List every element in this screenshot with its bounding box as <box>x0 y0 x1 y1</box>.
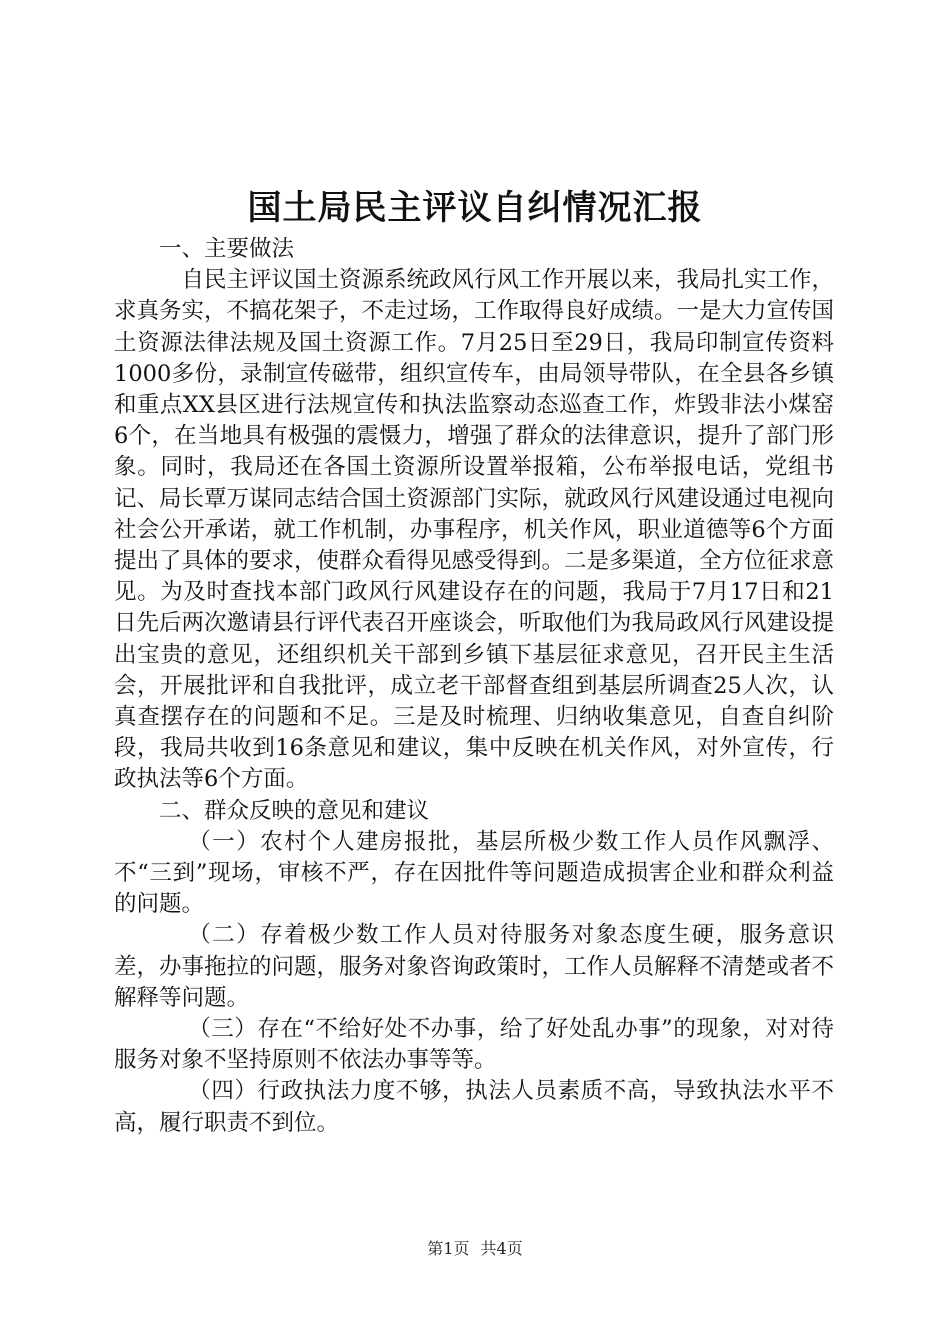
section-heading-public-feedback: 二、群众反映的意见和建议 <box>159 797 430 824</box>
feedback-item-4: （四）行政执法力度不够，执法人员素质不高，导致执法水平不高，履行职责不到位。 <box>114 1078 834 1136</box>
section-paragraph-main-practices: 自民主评议国土资源系统政风行风工作开展以来，我局扎实工作，求真务实，不搞花架子，不走过场，工作取得良好成绩。一是大力宣传国土资源法律法规及国土资源工作。7月25日至29日，我局印制宣传资料1000多份，录制宣传磁带，组织宣传车，由局领导带队，在全县各乡镇和重点XX县区进行法规宣传和执法监察动态巡查工作，炸毁非法小煤窑6个，在当地具有极强的震慑力，增强了群众的法律意识，提升了部门形象。同时，我局还在各国土资源所设置举报箱，公布举报电话，党组书记、局长覃万谋同志结合国土资源部门实际，就政风行风建设通过电视向社会公开承诺，就工作机制，办事程序，机关作风，职业道德等6个方面提出了具体的要求，使群众看得见感受得到。二是多渠道，全方位征求意见。为及时查找本部门政风行风建设存在的问题，我局于7月17日和21日先后两次邀请县行评代表召开座谈会，听取他们为我局政风行风建设提出宝贵的意见，还组织机关干部到乡镇下基层征求意见，召开民主生活会，开展批评和自我批评，成立老干部督查组到基层所调查25人次，认真查摆存在的问题和不足。三是及时梳理、归纳收集意见，自查自纠阶段，我局共收到16条意见和建议，集中反映在机关作风，对外宣传，行政执法等6个方面。 <box>114 267 835 793</box>
document-title: 国土局民主评议自纠情况汇报 <box>247 188 703 228</box>
feedback-item-1: （一）农村个人建房报批，基层所极少数工作人员作风飘浮、不“三到”现场，审核不严，存在因批件等问题造成损害企业和群众利益的问题。 <box>114 828 834 918</box>
document-body <box>114 234 834 1139</box>
section-heading-main-practices: 一、主要做法 <box>159 236 295 262</box>
page-footer <box>0 1238 950 1260</box>
page-total: 共4页 <box>480 1239 523 1258</box>
page-number: 第1页 <box>427 1239 470 1258</box>
feedback-item-2: （二）存着极少数工作人员对待服务对象态度生硬，服务意识差，办事拖拉的问题，服务对象咨询政策时，工作人员解释不清楚或者不解释等问题。 <box>114 922 835 1011</box>
feedback-item-3: （三）存在“不给好处不办事，给了好处乱办事”的现象，对对待服务对象不坚持原则不依法办事等等。 <box>114 1016 834 1074</box>
